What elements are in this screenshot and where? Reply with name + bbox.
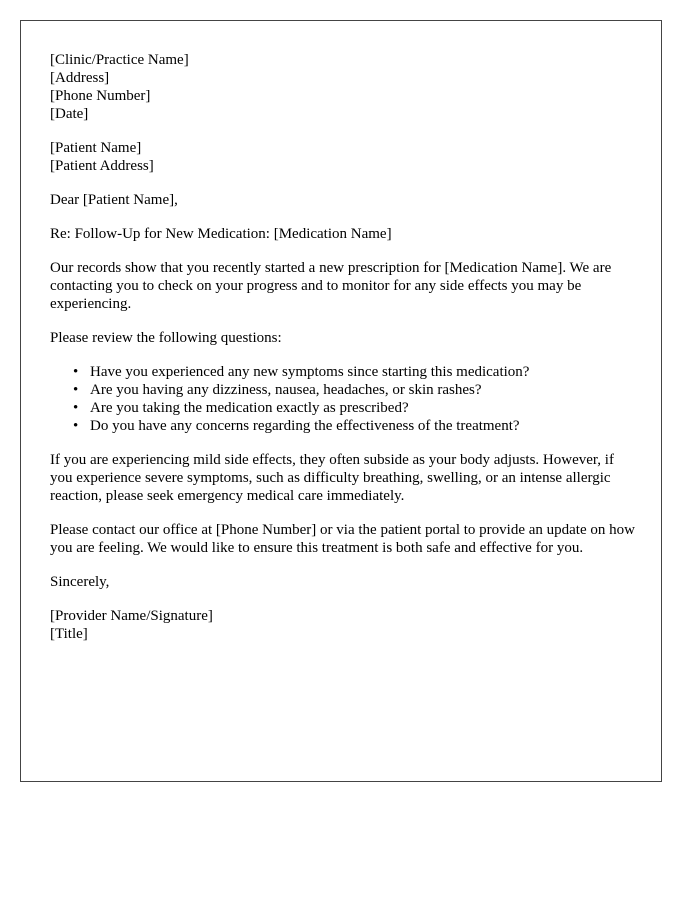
bullet-icon: • [73, 364, 79, 380]
closing: Sincerely, [50, 574, 110, 590]
side-effects-paragraph: If you are experiencing mild side effects, they often subside as your body adjusts. However, if you experience severe symptoms, such as difficulty breathing, swelling, or an intense allergic reaction, please seek emergency medical care immediately. [50, 452, 614, 504]
subject-line: Re: Follow-Up for New Medication: [Medication Name] [50, 226, 392, 242]
question-text: Are you taking the medication exactly as prescribed? [90, 400, 409, 416]
question-text: Have you experienced any new symptoms since starting this medication? [90, 364, 530, 380]
question-text: Do you have any concerns regarding the effectiveness of the treatment? [90, 418, 520, 434]
list-item [73, 417, 640, 435]
contact-paragraph: Please contact our office at [Phone Number] or via the patient portal to provide an update on how you are feeling. We would like to ensure this treatment is both safe and effective for you. [50, 522, 635, 556]
clinic-address: [Address] [50, 70, 110, 86]
intro-paragraph: Our records show that you recently started a new prescription for [Medication Name]. We are contacting you to check on your progress and to monitor for any side effects you may be experiencing. [50, 260, 612, 312]
questions-list [50, 363, 640, 435]
recipient-block [50, 139, 640, 175]
patient-name: [Patient Name] [50, 140, 142, 156]
bullet-icon: • [73, 382, 79, 398]
signature-block [50, 607, 640, 643]
letter-page [20, 20, 662, 782]
patient-address: [Patient Address] [50, 158, 154, 174]
question-text: Are you having any dizziness, nausea, headaches, or skin rashes? [90, 382, 482, 398]
letter-content [50, 51, 640, 659]
clinic-name: [Clinic/Practice Name] [50, 52, 189, 68]
clinic-phone: [Phone Number] [50, 88, 151, 104]
list-item [73, 399, 640, 417]
bullet-icon: • [73, 418, 79, 434]
provider-title: [Title] [50, 626, 88, 642]
bullet-icon: • [73, 400, 79, 416]
provider-signature: [Provider Name/Signature] [50, 608, 213, 624]
letter-date: [Date] [50, 106, 89, 122]
sender-block [50, 51, 640, 123]
salutation: Dear [Patient Name], [50, 192, 178, 208]
list-item [73, 381, 640, 399]
list-item [73, 363, 640, 381]
review-prompt: Please review the following questions: [50, 330, 282, 346]
